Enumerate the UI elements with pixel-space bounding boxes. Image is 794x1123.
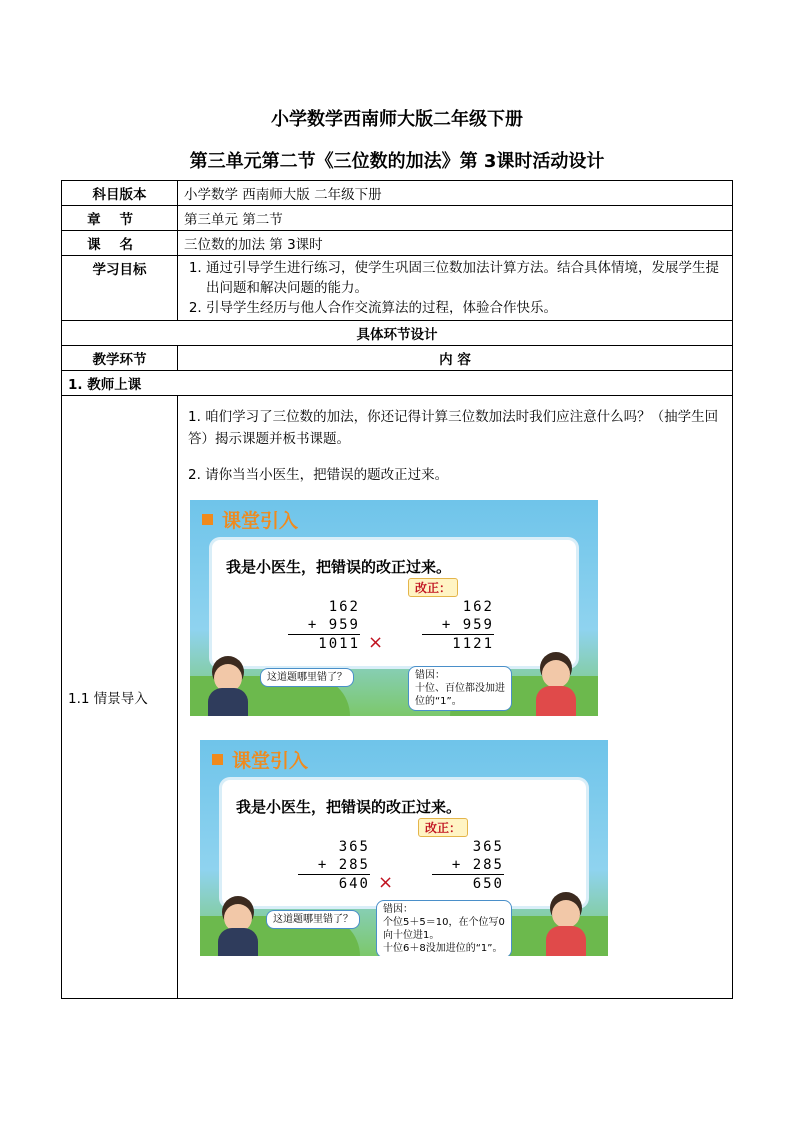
cross-icon: × — [378, 872, 394, 893]
slide-board — [212, 540, 576, 666]
document-title: 小学数学西南师大版二年级下册 — [271, 109, 523, 130]
slide-prompt: 我是小医生，把错误的改正过来。 — [226, 558, 452, 576]
table-row — [62, 346, 733, 371]
slide-prompt: 我是小医生，把错误的改正过来。 — [236, 798, 462, 816]
table-row — [62, 371, 733, 396]
goal-item: 1. 通过引导学生进行练习，使学生巩固三位数加法计算方法。结合具体情境，发展学生提出问题和解决问题的能力。 — [206, 258, 726, 298]
step-label: 教学环节 — [62, 346, 178, 371]
wrong-calculation: 162 + 959 1011 — [288, 598, 360, 653]
goals-list — [184, 258, 726, 318]
table-row — [62, 256, 733, 321]
girl-avatar-right — [552, 900, 580, 928]
subject-value: 小学数学 西南师大版 二年级下册 — [178, 181, 733, 206]
question-bubble: 这道题哪里错了？ — [260, 668, 354, 687]
lesson-table — [61, 180, 733, 999]
slide-heading: 课堂引入 — [202, 506, 298, 533]
square-icon — [202, 514, 213, 525]
chapter-label: 章节 — [87, 212, 152, 228]
table-row — [62, 321, 733, 346]
table-row — [62, 181, 733, 206]
lesson-label: 课名 — [87, 237, 152, 253]
lesson-value: 三位数的加法 第 3课时 — [178, 231, 733, 256]
slide-heading: 课堂引入 — [212, 746, 308, 773]
fix-label: 改正： — [418, 818, 468, 837]
square-icon — [212, 754, 223, 765]
cross-icon: × — [368, 632, 384, 653]
fix-label: 改正： — [408, 578, 458, 597]
reason-bubble: 错因： 个位5＋5＝10，在个位写0 向十位进1。 十位6＋8没加进位的“1”。 — [376, 900, 512, 956]
girl-avatar-right — [542, 660, 570, 688]
goals-label: 学习目标 — [62, 256, 178, 321]
table-row — [62, 396, 733, 999]
subject-label: 科目版本 — [62, 181, 178, 206]
content-paragraph-1: 1. 咱们学习了三位数的加法，你还记得计算三位数加法时我们应注意什么吗？（抽学生回答）揭示课题并板书课题。 — [188, 409, 719, 447]
goal-item: 2. 引导学生经历与他人合作交流算法的过程，体验合作快乐。 — [206, 298, 726, 318]
reason-bubble: 错因： 十位、百位都没加进 位的“1”。 — [408, 666, 512, 711]
chapter-value: 第三单元 第二节 — [178, 206, 733, 231]
document-subtitle: 第三单元第二节《三位数的加法》第 3课时活动设计 — [189, 151, 605, 172]
table-row — [62, 206, 733, 231]
content-label: 内 容 — [178, 346, 733, 371]
slide-board — [222, 780, 586, 906]
slide-image-1 — [190, 500, 598, 716]
table-row — [62, 231, 733, 256]
slide-image-2 — [200, 740, 608, 956]
wrong-calculation: 365 + 285 640 — [298, 838, 370, 893]
content-cell — [178, 396, 733, 999]
corrected-calculation: 162 + 959 1121 — [422, 598, 494, 653]
design-header: 具体环节设计 — [62, 321, 733, 346]
corrected-calculation: 365 + 285 650 — [432, 838, 504, 893]
question-bubble: 这道题哪里错了？ — [266, 910, 360, 929]
content-paragraph-2: 2. 请你当当小医生，把错误的题改正过来。 — [188, 467, 449, 483]
section-1: 1. 教师上课 — [62, 371, 733, 396]
sub-label: 1.1 情景导入 — [62, 396, 178, 999]
